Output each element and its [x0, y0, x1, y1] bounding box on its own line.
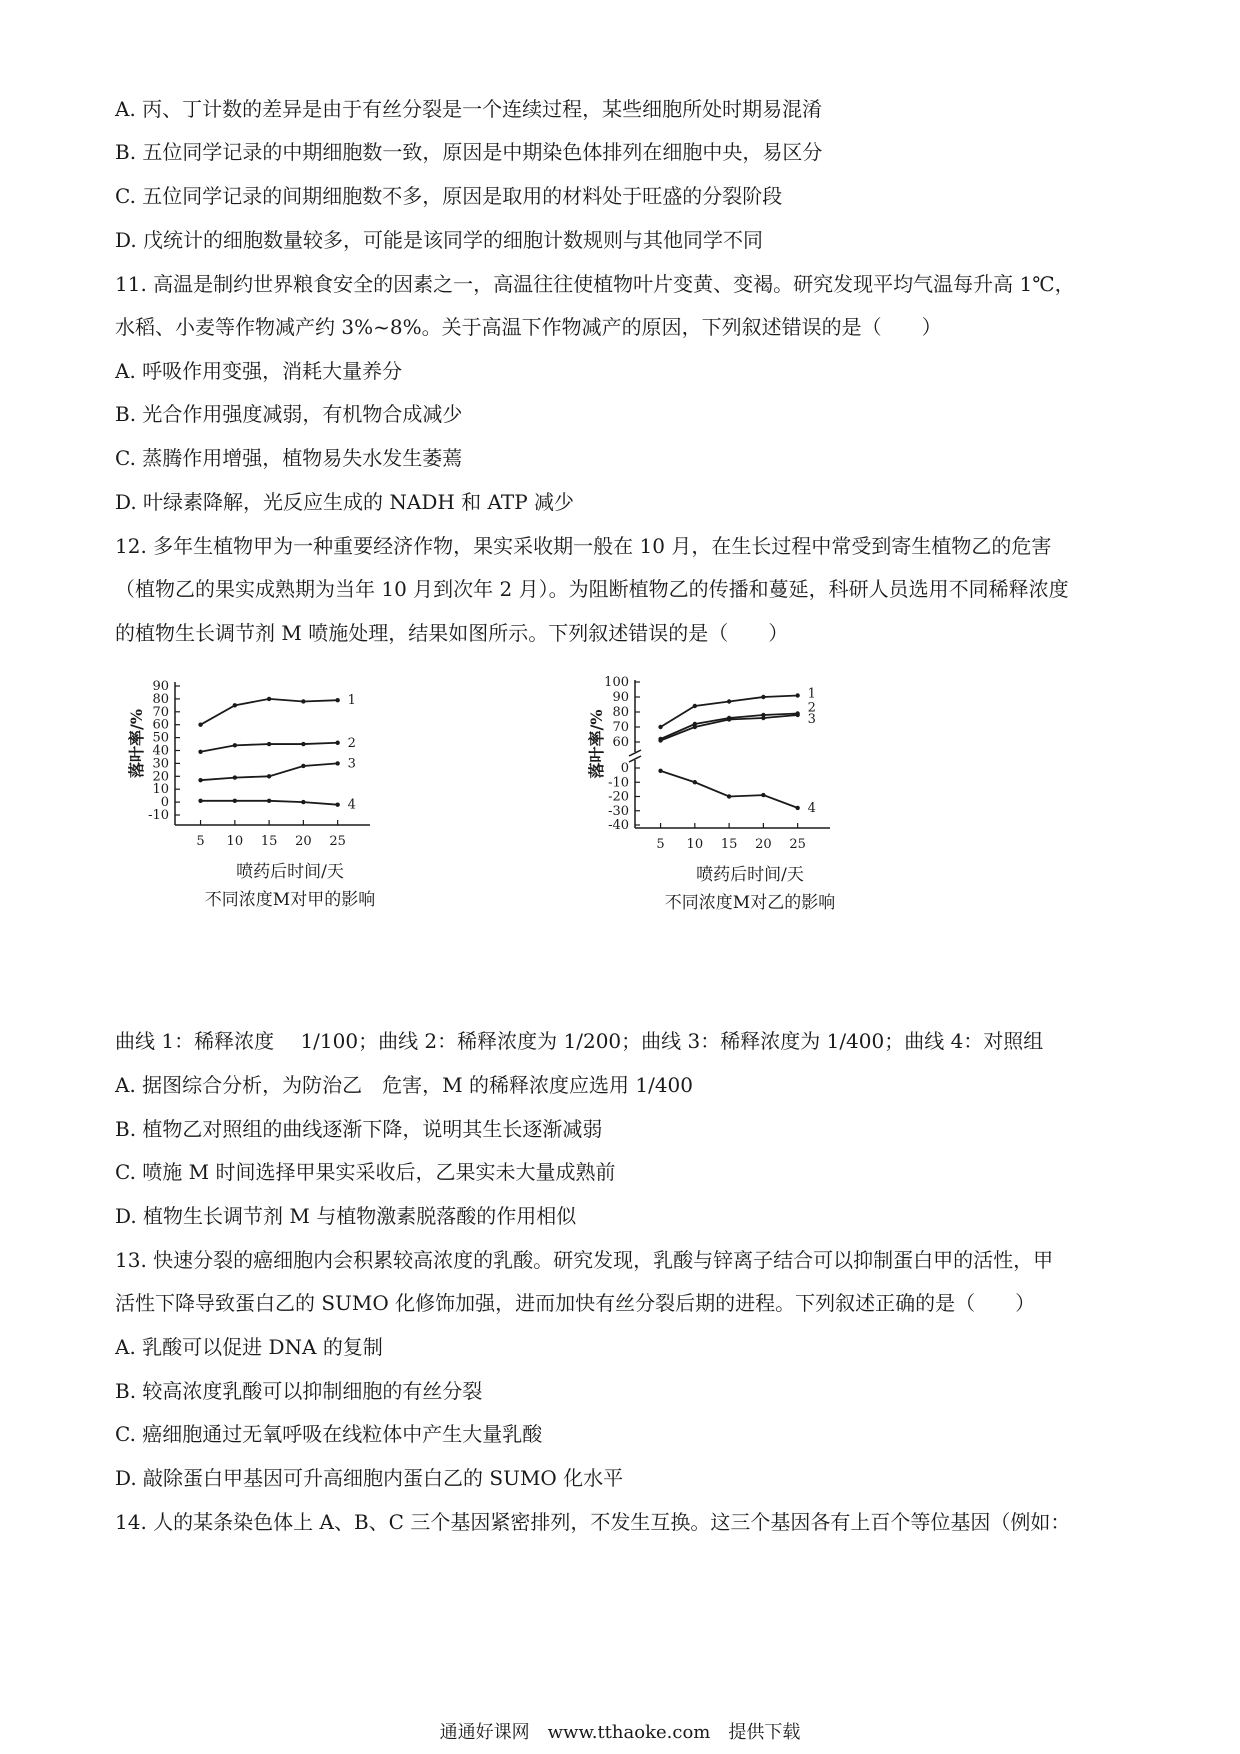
series-line-4	[661, 771, 798, 808]
y-tick-label: 70	[612, 720, 629, 735]
series-label-4: 4	[807, 800, 816, 816]
data-point	[301, 699, 305, 703]
y-tick-label: 40	[152, 743, 169, 759]
x-axis-label: 喷药后时间/天	[696, 865, 804, 885]
q13-stem-line-1: 13. 快速分裂的癌细胞内会积累较高浓度的乳酸。研究发现，乳酸与锌离子结合可以抑制蛋白甲的活性，甲	[115, 1248, 1054, 1272]
series-label-4: 4	[347, 797, 356, 813]
data-point	[761, 716, 765, 720]
x-tick-label: 10	[686, 837, 704, 852]
y-tick-label: 90	[152, 679, 169, 694]
x-tick-label: 5	[656, 837, 665, 852]
data-point	[795, 713, 799, 717]
q10-option-a: A. 丙、丁计数的差异是由于有丝分裂是一个连续过程，某些细胞所处时期易混淆	[115, 97, 823, 121]
data-point	[233, 799, 237, 803]
data-point	[727, 717, 731, 721]
y-tick-label: 80	[152, 691, 169, 707]
data-point	[693, 704, 697, 708]
y-tick-label: -10	[148, 808, 169, 823]
y-tick-label: 30	[152, 756, 169, 772]
x-tick-label: 25	[329, 834, 346, 849]
y-tick-label: 60	[152, 717, 169, 733]
q13-option-a: A. 乳酸可以促进 DNA 的复制	[115, 1335, 383, 1359]
y-tick-label: -30	[608, 803, 629, 819]
data-point	[761, 695, 765, 699]
data-point	[335, 802, 339, 806]
y-tick-label: -10	[608, 775, 629, 791]
series-label-2: 2	[807, 700, 816, 716]
chart-title: 不同浓度M对乙的影响	[664, 893, 836, 913]
q12-option-b: B. 植物乙对照组的曲线逐渐下降，说明其生长逐渐减弱	[115, 1117, 603, 1141]
data-point	[658, 738, 662, 742]
y-tick-label: 0	[160, 795, 169, 811]
y-tick-label: 90	[612, 690, 629, 705]
y-tick-label: 60	[612, 735, 629, 750]
data-point	[198, 723, 202, 727]
chart-effect-on-plant-jia	[127, 668, 460, 1013]
q11-option-a: A. 呼吸作用变强，消耗大量养分	[115, 359, 403, 383]
q12-option-a: A. 据图综合分析，为防治乙 危害，M 的稀释浓度应选用 1/400	[115, 1073, 693, 1097]
data-point	[693, 725, 697, 729]
q11-option-b: B. 光合作用强度减弱，有机物合成减少	[115, 402, 463, 426]
footer-source: 通通好课网 www.tthaoke.com 提供下载	[439, 1722, 801, 1743]
q14-stem-line-1: 14. 人的某条染色体上 A、B、C 三个基因紧密排列，不发生互换。这三个基因各有上百个等位基因（例如：	[115, 1510, 1071, 1534]
y-axis-label: 落叶率/%	[587, 709, 606, 779]
data-point	[301, 742, 305, 746]
q10-option-b: B. 五位同学记录的中期细胞数一致，原因是中期染色体排列在细胞中央，易区分	[115, 140, 823, 164]
y-tick-label: 80	[612, 705, 629, 720]
q12-stem-line-3: 的植物生长调节剂 M 喷施处理，结果如图所示。下列叙述错误的是（ ）	[115, 621, 789, 645]
x-tick-label: 15	[720, 837, 738, 852]
q12-curve-legend: 曲线 1：稀释浓度 1/100；曲线 2：稀释浓度为 1/200；曲线 3：稀释浓度为 1/400；曲线 4：对照组	[115, 1029, 1044, 1053]
x-tick-label: 5	[196, 834, 205, 849]
x-tick-label: 20	[755, 837, 772, 852]
y-tick-label: 20	[152, 769, 169, 785]
x-tick-label: 20	[295, 834, 312, 849]
q13-option-c: C. 癌细胞通过无氧呼吸在线粒体中产生大量乳酸	[115, 1422, 543, 1446]
series-label-2: 2	[347, 735, 356, 751]
data-point	[795, 693, 799, 697]
q10-option-d: D. 戊统计的细胞数量较多，可能是该同学的细胞计数规则与其他同学不同	[115, 228, 764, 252]
x-tick-label: 10	[226, 834, 244, 849]
y-tick-label: 70	[152, 704, 169, 720]
q12-option-d: D. 植物生长调节剂 M 与植物激素脱落酸的作用相似	[115, 1204, 577, 1228]
y-tick-label: -20	[608, 789, 629, 805]
q13-stem-line-2: 活性下降导致蛋白乙的 SUMO 化修饰加强，进而加快有丝分裂后期的进程。下列叙述正确的是（ ）	[115, 1291, 1036, 1315]
data-point	[198, 778, 202, 782]
y-tick-label: 50	[152, 730, 169, 746]
chart-effect-on-plant-yi	[587, 668, 920, 1013]
q11-option-d: D. 叶绿素降解，光反应生成的 NADH 和 ATP 减少	[115, 490, 575, 514]
data-point	[267, 774, 271, 778]
data-point	[727, 794, 731, 798]
data-point	[301, 800, 305, 804]
data-point	[267, 742, 271, 746]
q12-stem-line-1: 12. 多年生植物甲为一种重要经济作物，果实采收期一般在 10 月，在生长过程中常受到寄生植物乙的危害	[115, 534, 1052, 558]
data-point	[198, 750, 202, 754]
y-tick-label: 10	[152, 782, 169, 798]
y-axis-label: 落叶率/%	[127, 708, 146, 779]
data-point	[233, 775, 237, 779]
q12-option-c: C. 喷施 M 时间选择甲果实采收后，乙果实未大量成熟前	[115, 1160, 616, 1184]
data-point	[335, 741, 339, 745]
data-point	[233, 703, 237, 707]
q11-stem-line-1: 11. 高温是制约世界粮食安全的因素之一，高温往往使植物叶片变黄、变褐。研究发现平均气温每升高 1℃，	[115, 272, 1075, 296]
data-point	[658, 725, 662, 729]
series-label-3: 3	[347, 756, 356, 772]
data-point	[335, 761, 339, 765]
q13-option-b: B. 较高浓度乳酸可以抑制细胞的有丝分裂	[115, 1379, 483, 1403]
y-tick-label: 0	[620, 761, 629, 776]
series-label-1: 1	[807, 686, 816, 702]
data-point	[727, 699, 731, 703]
y-tick-label: -40	[608, 818, 629, 833]
q11-stem-line-2: 水稻、小麦等作物减产约 3%~8%。关于高温下作物减产的原因，下列叙述错误的是（ ）	[115, 315, 942, 339]
y-tick-label: 100	[604, 675, 629, 690]
x-tick-label: 15	[260, 834, 278, 849]
series-line-1	[201, 699, 338, 725]
data-point	[335, 698, 339, 702]
data-point	[761, 793, 765, 797]
data-point	[795, 806, 799, 810]
x-axis-label: 喷药后时间/天	[236, 862, 344, 882]
x-tick-label: 25	[789, 837, 806, 852]
data-point	[198, 799, 202, 803]
q12-stem-line-2: （植物乙的果实成熟期为当年 10 月到次年 2 月）。为阻断植物乙的传播和蔓延，科研人员选用不同稀释浓度	[115, 577, 1069, 601]
data-point	[301, 764, 305, 768]
series-label-1: 1	[347, 693, 356, 709]
data-point	[693, 780, 697, 784]
data-point	[267, 799, 271, 803]
data-point	[233, 743, 237, 747]
data-point	[658, 769, 662, 773]
q10-option-c: C. 五位同学记录的间期细胞数不多，原因是取用的材料处于旺盛的分裂阶段	[115, 184, 783, 208]
q13-option-d: D. 敲除蛋白甲基因可升高细胞内蛋白乙的 SUMO 化水平	[115, 1466, 624, 1490]
chart-title: 不同浓度M对甲的影响	[204, 890, 376, 910]
q11-option-c: C. 蒸腾作用增强，植物易失水发生萎蔫	[115, 446, 463, 470]
data-point	[267, 697, 271, 701]
series-label-3: 3	[807, 712, 816, 727]
